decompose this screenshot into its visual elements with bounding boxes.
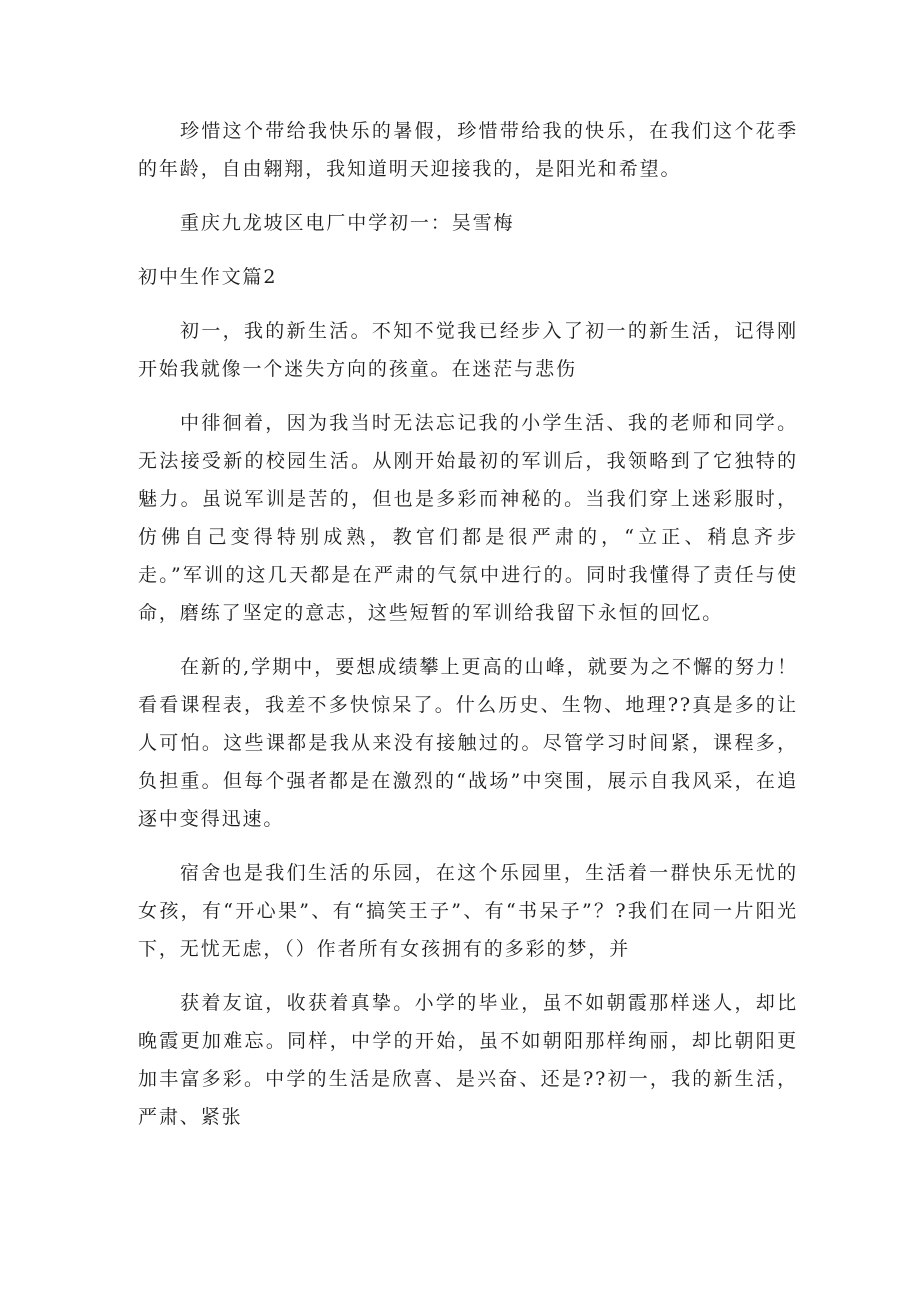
paragraph-3: 在新的,学期中，要想成绩攀上更高的山峰，就要为之不懈的努力！看看课程表，我差不多快惊呆了。什么历史、生物、地理??真是多的让人可怕。这些课都是我从来没有接触过的。尽管学习时间紧，课程多，负担重。但每个强者都是在激烈的“战场”中突围，展示自我风采，在追逐中变得迅速。 [138,656,798,830]
paragraph-4: 宿舍也是我们生活的乐园，在这个乐园里，生活着一群快乐无忧的女孩，有“开心果”、有“搞笑王子”、有“书呆子”？?我们在同一片阳光下，无忧无虑，（）作者所有女孩拥有的多彩的梦，并 [138,862,798,960]
section-heading: 初中生作文篇2 [138,266,278,288]
paragraph-2: 中徘徊着，因为我当时无法忘记我的小学生活、我的老师和同学。无法接受新的校园生活。从刚开始最初的军训后，我领略到了它独特的魅力。虽说军训是苦的，但也是多彩而神秘的。当我们穿上迷彩服时，仿佛自己变得特别成熟，教官们都是很严肃的，“立正、稍息齐步走。”军训的这几天都是在严肃的气氛中进行的。同时我懂得了责任与使命，磨练了坚定的意志，这些短暂的军训给我留下永恒的回忆。 [138,412,798,624]
paragraph-5: 获着友谊，收获着真挚。小学的毕业，虽不如朝霞那样迷人，却比晚霞更加难忘。同样，中学的开始，虽不如朝阳那样绚丽，却比朝阳更加丰富多彩。中学的生活是欣喜、是兴奋、还是??初一，我的新生活，严肃、紧张 [138,992,798,1128]
essay-body [138,112,798,1152]
paragraph-1: 初一，我的新生活。不知不觉我已经步入了初一的新生活，记得刚开始我就像一个迷失方向的孩童。在迷茫与悲伤 [138,320,798,380]
author-signature: 重庆九龙坡区电厂中学初一：吴雪梅 [180,212,515,234]
paragraph-closing: 珍惜这个带给我快乐的暑假，珍惜带给我的快乐，在我们这个花季的年龄，自由翱翔，我知道明天迎接我的，是阳光和希望。 [138,120,798,180]
